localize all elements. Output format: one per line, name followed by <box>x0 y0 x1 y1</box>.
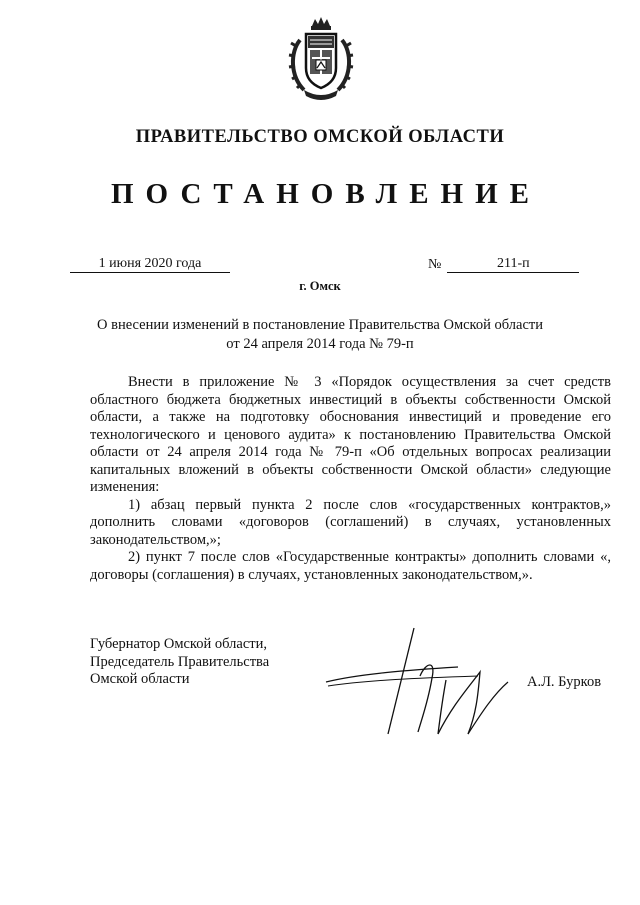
signatory-name: А.Л. Бурков <box>527 674 602 690</box>
body-paragraph: 1) абзац первый пункта 2 после слов «государственных контрактов,» дополнить словами «договоров (соглашений) в случаях, установленных законодательством,»; <box>90 496 611 548</box>
signatory-line-1: Губернатор Омской области, <box>90 636 267 652</box>
document-date: 1 июня 2020 года <box>70 256 230 273</box>
document-type-title: ПОСТАНОВЛЕНИЕ <box>110 178 541 210</box>
omsk-coat-of-arms-icon <box>286 16 356 100</box>
document-number-field <box>428 256 579 273</box>
organization-title: ПРАВИТЕЛЬСТВО ОМСКОЙ ОБЛАСТИ <box>135 127 505 147</box>
subject-line-1: О внесении изменений в постановление Правительства Омской области <box>97 317 543 333</box>
document-subject <box>60 316 580 354</box>
handwritten-signature-icon <box>318 622 518 742</box>
signatory-line-2: Председатель Правительства <box>90 653 270 670</box>
body-paragraph: Внести в приложение № 3 «Порядок осуществления за счет средств областного бюджета бюджетных инвестиций в объекты собственности Омской области, а также на подготовку обоснования инвестиций и проведение его технологического и ценового аудита» к постановлению Правительства Омской области от 24 апреля 2014 года № 79-п «Об отдельных вопросах реализации капитальных вложений в объекты собственности Омской области» следующие изменения: <box>90 374 611 495</box>
subject-line-2: от 24 апреля 2014 года № 79-п <box>226 336 414 352</box>
document-body <box>90 374 611 584</box>
number-sign: № <box>428 257 442 272</box>
body-paragraph: 2) пункт 7 после слов «Государственные контракты» дополнить словами «, договоры (соглашения) в случаях, установленных законодательством,». <box>90 549 611 583</box>
signatory-title <box>90 636 269 689</box>
signatory-line-3: Омской области <box>90 671 190 687</box>
city-label: г. Омск <box>299 279 341 293</box>
document-number: 211-п <box>447 256 579 273</box>
